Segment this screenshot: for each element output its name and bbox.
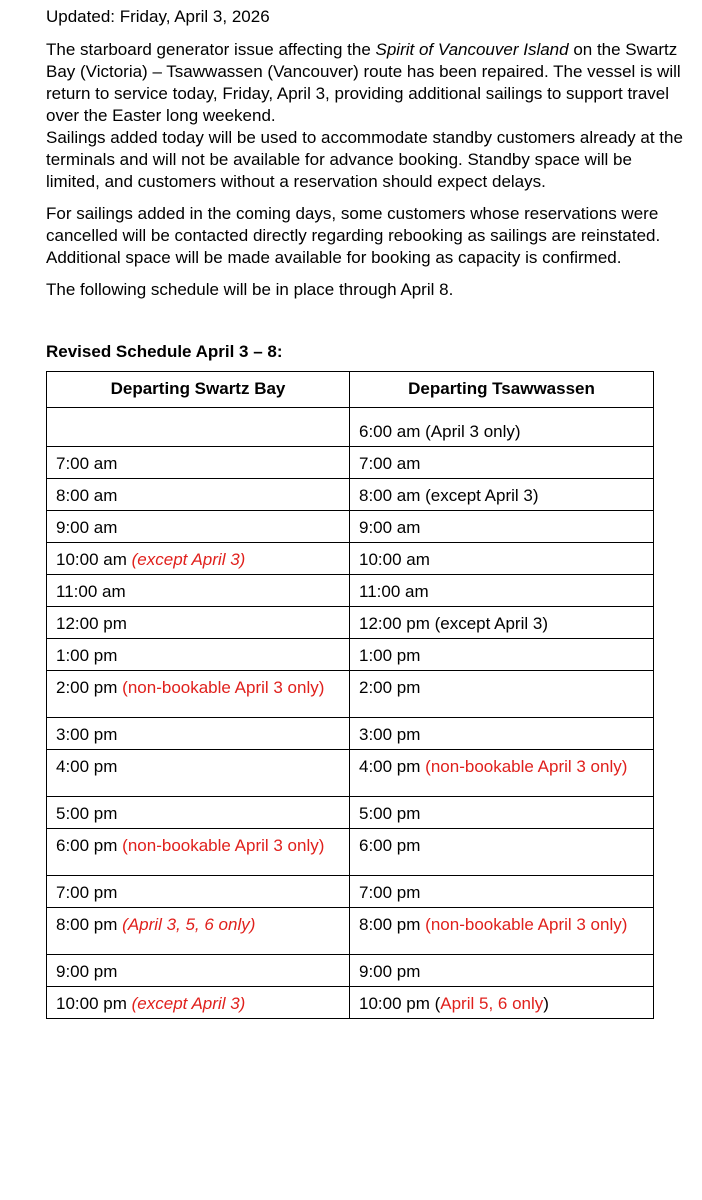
- table-header-row: [47, 372, 654, 408]
- sailing-time: 9:00 pm: [359, 962, 421, 981]
- sailing-time: 7:00 pm: [56, 883, 118, 902]
- sailing-time: 5:00 pm: [56, 804, 118, 823]
- table-row: [47, 479, 654, 511]
- sailing-time: 3:00 pm: [359, 725, 421, 744]
- tsawwassen-sailing: [350, 511, 654, 543]
- sailing-note: (except April 3): [131, 994, 246, 1013]
- sailing-time: 12:00 pm: [56, 614, 127, 633]
- sailing-time: 8:00 am (except April 3): [359, 486, 539, 505]
- sailing-time: 7:00 am: [359, 454, 421, 473]
- sailing-time: 6:00 pm: [359, 836, 421, 855]
- sailing-suffix: ): [543, 994, 549, 1013]
- sailing-note: (non-bookable April 3 only): [122, 678, 325, 697]
- table-row: [47, 829, 654, 876]
- tsawwassen-sailing: [350, 829, 654, 876]
- paragraph-rebooking: For sailings added in the coming days, some customers whose reservations were cancelled will be contacted directly regarding rebooking as sailings are reinstated. Additional space will be made available for booking as capacity is confirmed.: [46, 204, 661, 267]
- sailing-note: April 5, 6 only: [440, 994, 544, 1013]
- sailing-time: 9:00 pm: [56, 962, 118, 981]
- sailing-time: 3:00 pm: [56, 725, 118, 744]
- tsawwassen-sailing: [350, 447, 654, 479]
- tsawwassen-sailing: [350, 408, 654, 447]
- sailing-time: 4:00 pm: [359, 757, 421, 776]
- paragraph-service-update: [46, 39, 686, 127]
- swartz-bay-sailing: [47, 607, 350, 639]
- tsawwassen-sailing: [350, 908, 654, 955]
- tsawwassen-sailing: [350, 479, 654, 511]
- table-row: [47, 639, 654, 671]
- sailing-time: 10:00 pm (: [359, 994, 441, 1013]
- tsawwassen-sailing: [350, 750, 654, 797]
- table-row: [47, 408, 654, 447]
- swartz-bay-sailing: [47, 575, 350, 607]
- vessel-name: Spirit of Vancouver Island: [375, 40, 569, 59]
- tsawwassen-sailing: [350, 987, 654, 1019]
- document: [46, 6, 686, 1019]
- schedule-body: [47, 408, 654, 1019]
- tsawwassen-sailing: [350, 575, 654, 607]
- sailing-time: 1:00 pm: [359, 646, 421, 665]
- sailing-note: (non-bookable April 3 only): [425, 757, 628, 776]
- sailing-time: 2:00 pm: [359, 678, 421, 697]
- sailing-time: 9:00 am: [359, 518, 421, 537]
- header-swartz-bay: Departing Swartz Bay: [47, 372, 350, 408]
- sailing-time: 7:00 pm: [359, 883, 421, 902]
- table-row: [47, 908, 654, 955]
- sailing-time: 10:00 am: [359, 550, 430, 569]
- sailing-note: (except April 3): [131, 550, 246, 569]
- sailing-note: (non-bookable April 3 only): [425, 915, 628, 934]
- table-row: [47, 543, 654, 575]
- table-row: [47, 447, 654, 479]
- swartz-bay-sailing: [47, 671, 350, 718]
- swartz-bay-sailing: [47, 639, 350, 671]
- table-row: [47, 750, 654, 797]
- tsawwassen-sailing: [350, 607, 654, 639]
- para1-post: on the Swartz Bay (Victoria) – Tsawwassen (Vancouver) route has been repaired. The vessel is will return to service today, Friday, April 3, providing additional sailings to support travel over the Easter long weekend.: [46, 40, 681, 125]
- swartz-bay-sailing: [47, 447, 350, 479]
- swartz-bay-sailing: [47, 479, 350, 511]
- tsawwassen-sailing: [350, 543, 654, 575]
- swartz-bay-sailing: [47, 987, 350, 1019]
- sailing-time: 8:00 pm: [56, 915, 118, 934]
- swartz-bay-sailing: [47, 718, 350, 750]
- sailing-time: 5:00 pm: [359, 804, 421, 823]
- tsawwassen-sailing: [350, 671, 654, 718]
- tsawwassen-sailing: [350, 797, 654, 829]
- sailing-time: 10:00 pm: [56, 994, 127, 1013]
- sailing-note: (April 3, 5, 6 only): [122, 915, 256, 934]
- table-row: [47, 575, 654, 607]
- swartz-bay-sailing: [47, 543, 350, 575]
- header-tsawwassen: Departing Tsawwassen: [350, 372, 654, 408]
- swartz-bay-sailing: [47, 955, 350, 987]
- sailing-time: 6:00 am (April 3 only): [359, 422, 521, 441]
- table-row: [47, 511, 654, 543]
- table-row: [47, 987, 654, 1019]
- para1-pre: The starboard generator issue affecting the: [46, 40, 376, 59]
- tsawwassen-sailing: [350, 876, 654, 908]
- swartz-bay-sailing: [47, 829, 350, 876]
- tsawwassen-sailing: [350, 639, 654, 671]
- tsawwassen-sailing: [350, 955, 654, 987]
- table-row: [47, 718, 654, 750]
- sailing-time: 4:00 pm: [56, 757, 118, 776]
- sailing-note: (non-bookable April 3 only): [122, 836, 325, 855]
- table-row: [47, 876, 654, 908]
- swartz-bay-sailing: [47, 511, 350, 543]
- sailing-time: 1:00 pm: [56, 646, 118, 665]
- swartz-bay-sailing: [47, 908, 350, 955]
- paragraph-standby: Sailings added today will be used to accommodate standby customers already at the terminals and will not be available for advance booking. Standby space will be limited, and customers without a reservation should expect delays.: [46, 128, 683, 191]
- table-row: [47, 607, 654, 639]
- table-row: [47, 797, 654, 829]
- swartz-bay-sailing: [47, 750, 350, 797]
- sailing-time: 11:00 am: [359, 582, 429, 601]
- swartz-bay-sailing: [47, 876, 350, 908]
- paragraph-schedule-intro: The following schedule will be in place through April 8.: [46, 280, 454, 299]
- sailing-time: 7:00 am: [56, 454, 118, 473]
- sailing-time: 10:00 am: [56, 550, 127, 569]
- swartz-bay-sailing: [47, 797, 350, 829]
- table-row: [47, 955, 654, 987]
- updated-date: Updated: Friday, April 3, 2026: [46, 7, 270, 26]
- sailing-time: 12:00 pm (except April 3): [359, 614, 548, 633]
- sailing-time: 9:00 am: [56, 518, 118, 537]
- schedule-table: [46, 371, 654, 1019]
- sailing-time: 8:00 am: [56, 486, 118, 505]
- schedule-heading: Revised Schedule April 3 – 8:: [46, 342, 283, 361]
- swartz-bay-sailing: [47, 408, 350, 447]
- table-row: [47, 671, 654, 718]
- tsawwassen-sailing: [350, 718, 654, 750]
- sailing-time: 6:00 pm: [56, 836, 118, 855]
- sailing-time: 2:00 pm: [56, 678, 118, 697]
- sailing-time: 11:00 am: [56, 582, 126, 601]
- sailing-time: 8:00 pm: [359, 915, 421, 934]
